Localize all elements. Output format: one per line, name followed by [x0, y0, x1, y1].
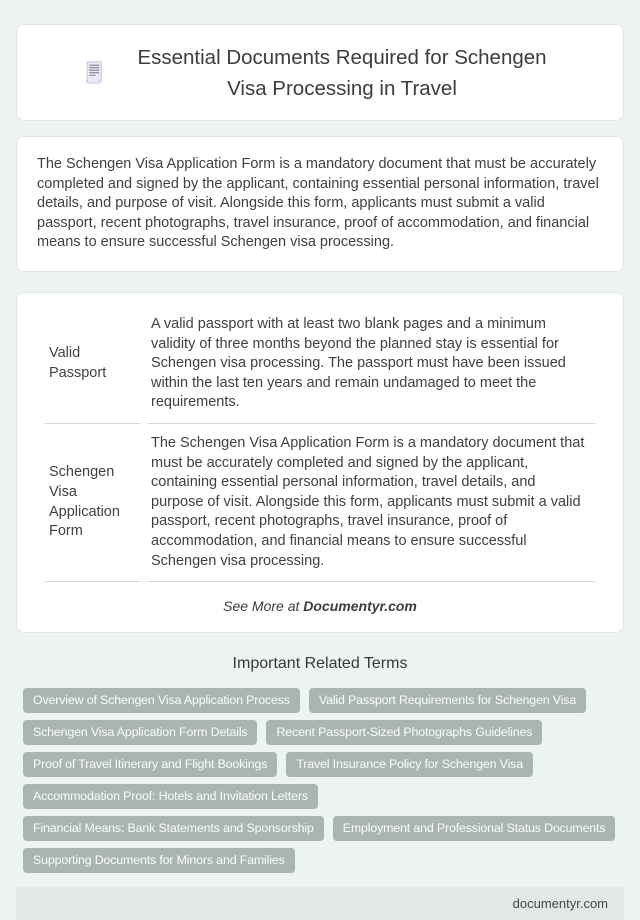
- definition-row: [45, 305, 595, 424]
- related-term-button[interactable]: Valid Passport Requirements for Schengen Visa: [309, 688, 586, 713]
- receipt-document-icon: [82, 60, 106, 85]
- related-term-button[interactable]: Employment and Professional Status Documents: [333, 816, 616, 841]
- related-terms-list: [23, 688, 617, 873]
- description-cell: A valid passport with at least two blank pages and a minimum validity of three months beyond the planned stay is essential for Schengen visa processing. The passport must have been issued within the last ten years and remain undamaged to meet the requirements.: [147, 305, 595, 424]
- footer-site-text: documentyr.com: [512, 896, 608, 912]
- related-term-button[interactable]: Proof of Travel Itinerary and Flight Bookings: [23, 752, 277, 777]
- description-cell: The Schengen Visa Application Form is a mandatory document that must be accurately completed and signed by the applicant, containing essential personal information, travel details, and purpose of visit. Alongside this form, applicants must submit a valid passport, recent photographs, travel insurance, proof of accommodation, and financial means to ensure successful Schengen visa processing.: [147, 424, 595, 582]
- term-cell: Schengen Visa Application Form: [45, 424, 141, 582]
- intro-text: The Schengen Visa Application Form is a mandatory document that must be accurately completed and signed by the applicant, containing essential personal information, travel details, and purpose of visit. Alongside this form, applicants must submit a valid passport, recent photographs, travel insurance, proof of accommodation, and financial means to ensure successful Schengen visa processing.: [37, 156, 599, 251]
- see-more-site: Documentyr.com: [303, 598, 417, 615]
- intro-card: [16, 136, 624, 272]
- definitions-card: [16, 292, 624, 633]
- page-title: Essential Documents Required for Schengen Visa Processing in Travel: [137, 45, 547, 100]
- term-cell: Valid Passport: [45, 305, 141, 424]
- footer-bar: [16, 887, 624, 920]
- related-term-button[interactable]: Financial Means: Bank Statements and Sponsorship: [23, 816, 324, 841]
- title-card: [16, 24, 624, 121]
- page: [0, 24, 640, 920]
- related-term-button[interactable]: Schengen Visa Application Form Details: [23, 720, 257, 745]
- see-more-line: [39, 598, 601, 614]
- related-term-button[interactable]: Recent Passport-Sized Photographs Guidelines: [266, 720, 542, 745]
- related-terms-heading: Important Related Terms: [232, 655, 408, 673]
- related-term-button[interactable]: Travel Insurance Policy for Schengen Visa: [286, 752, 533, 777]
- definitions-table: [39, 305, 601, 582]
- related-term-button[interactable]: Supporting Documents for Minors and Families: [23, 848, 295, 873]
- related-term-button[interactable]: Accommodation Proof: Hotels and Invitation Letters: [23, 784, 318, 809]
- see-more-prefix: See More at: [223, 598, 304, 615]
- definition-row: [45, 424, 595, 582]
- related-term-button[interactable]: Overview of Schengen Visa Application Process: [23, 688, 300, 713]
